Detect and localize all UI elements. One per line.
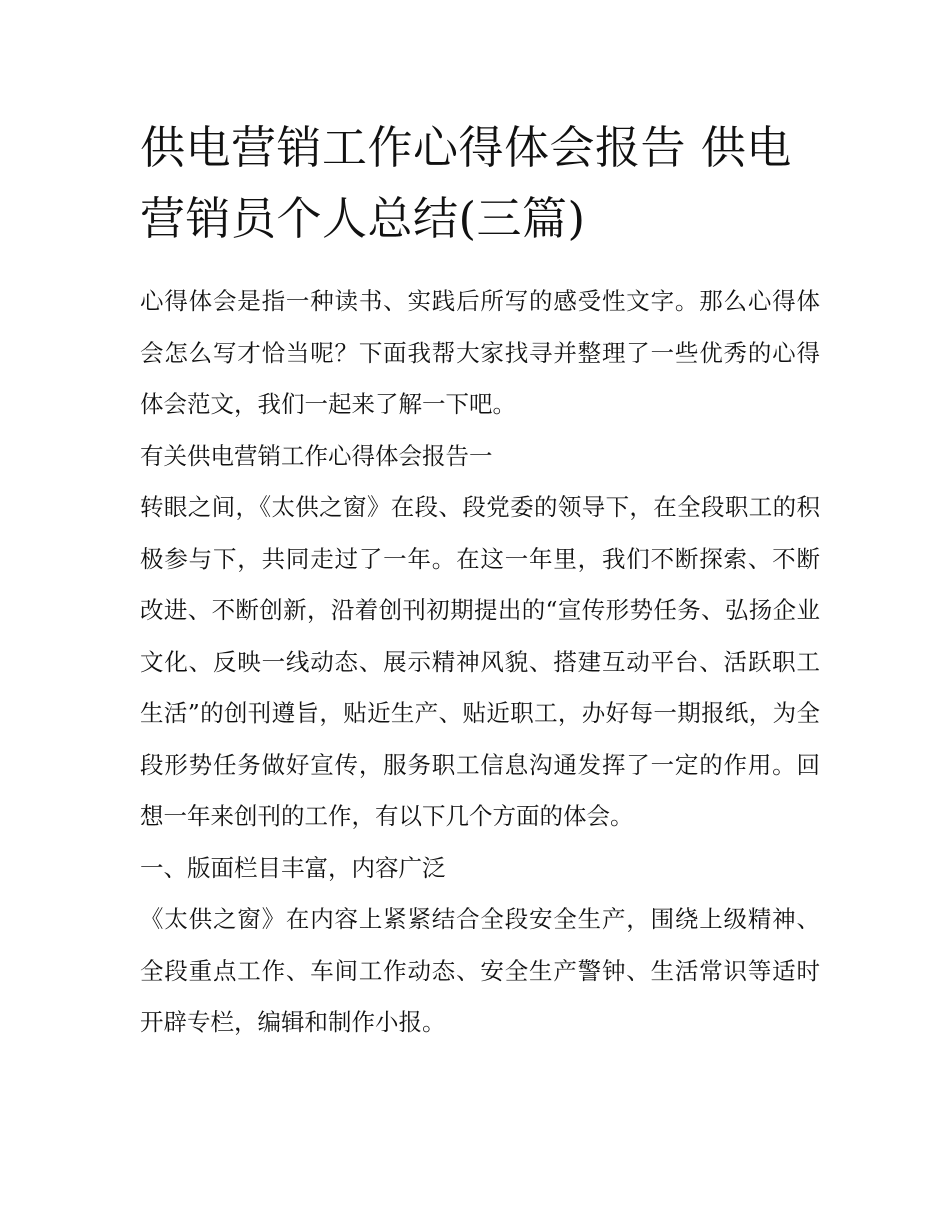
intro-paragraph: 心得体会是指一种读书、实践后所写的感受性文字。那么心得体会怎么写才恰当呢？下面我帮大家找寻并整理了一些优秀的心得体会范文，我们一起来了解一下吧。 — [140, 287, 820, 418]
body-paragraph: 《太供之窗》在内容上紧紧结合全段安全生产，围绕上级精神、全段重点工作、车间工作动态、安全生产警钟、生活常识等适时开辟专栏，编辑和制作小报。 — [140, 905, 820, 1036]
section-heading-layout: 一、版面栏目丰富，内容广泛 — [140, 853, 446, 882]
section-heading-report-one: 有关供电营销工作心得体会报告一 — [140, 441, 493, 470]
document-body — [140, 112, 820, 1049]
document-title: 供电营销工作心得体会报告 供电营销员个人总结(三篇) — [140, 121, 792, 245]
body-paragraph: 转眼之间，《太供之窗》在段、段党委的领导下，在全段职工的积极参与下，共同走过了一年。在这一年里，我们不断探索、不断改进、不断创新，沿着创刊初期提出的“宣传形势任务、弘扬企业文化、反映一线动态、展示精神风貌、搭建互动平台、活跃职工生活”的创刊遵旨，贴近生产、贴近职工，办好每一期报纸，为全段形势任务做好宣传，服务职工信息沟通发挥了一定的作用。回想一年来创刊的工作，有以下几个方面的体会。 — [140, 493, 820, 830]
